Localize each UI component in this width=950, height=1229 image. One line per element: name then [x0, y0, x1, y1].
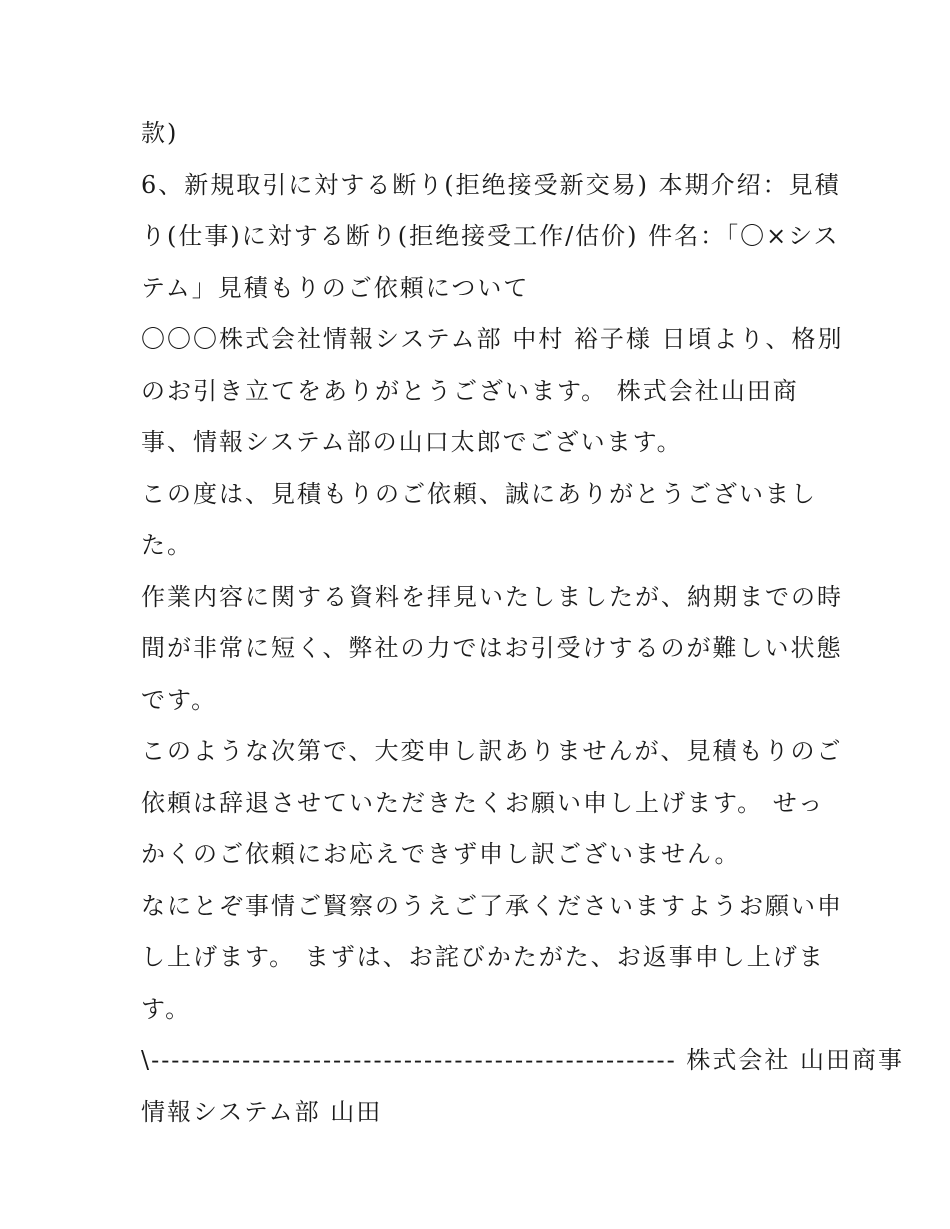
text-line: 依頼は辞退させていただきたくお願い申し上げます。 せっ [141, 788, 825, 817]
text-line: 〇〇〇株式会社情報システム部 中村 裕子様 日頃より、格別 [141, 325, 844, 353]
text-line: なにとぞ事情ご賢察のうえご了承くださいますようお願い申 [141, 891, 843, 920]
text-line: 款) [141, 119, 179, 147]
text-line: 6、新規取引に対する断り(拒绝接受新交易) 本期介绍：見積 [141, 170, 841, 199]
text-line: この度は、見積もりのご依頼、誠にありがとうございまし [141, 479, 817, 508]
text-line: のお引き立てをありがとうございます。 株式会社山田商 [141, 376, 799, 405]
text-line: 事、情報システム部の山口太郎でございます。 [141, 428, 683, 456]
text-line: た。 [141, 531, 193, 559]
text-line: テム」見積もりのご依頼について [141, 273, 530, 302]
text-line: です。 [141, 685, 218, 714]
text-line: 作業内容に関する資料を拝見いたしましたが、納期までの時 [141, 582, 843, 611]
text-line: す。 [141, 994, 192, 1023]
signature-department: 情報システム部 山田 [141, 1097, 383, 1126]
signature-divider: \---------------------------------------------------- 株式会社 山田商事 [141, 1046, 905, 1074]
text-line: し上げます。 まずは、お詫びかたがた、お返事申し上げま [141, 943, 825, 971]
text-line: かくのご依頼にお応えできず申し訳ございません。 [141, 840, 741, 868]
text-line: このような次第で、大変申し訳ありませんが、見積もりのご [141, 737, 843, 765]
text-line: り(仕事)に対する断り(拒绝接受工作/估价) 件名：「〇×シス [141, 222, 840, 250]
text-line: 間が非常に短く、弊社の力ではお引受けするのが難しい状態 [141, 634, 843, 662]
letter-body [141, 108, 905, 1138]
